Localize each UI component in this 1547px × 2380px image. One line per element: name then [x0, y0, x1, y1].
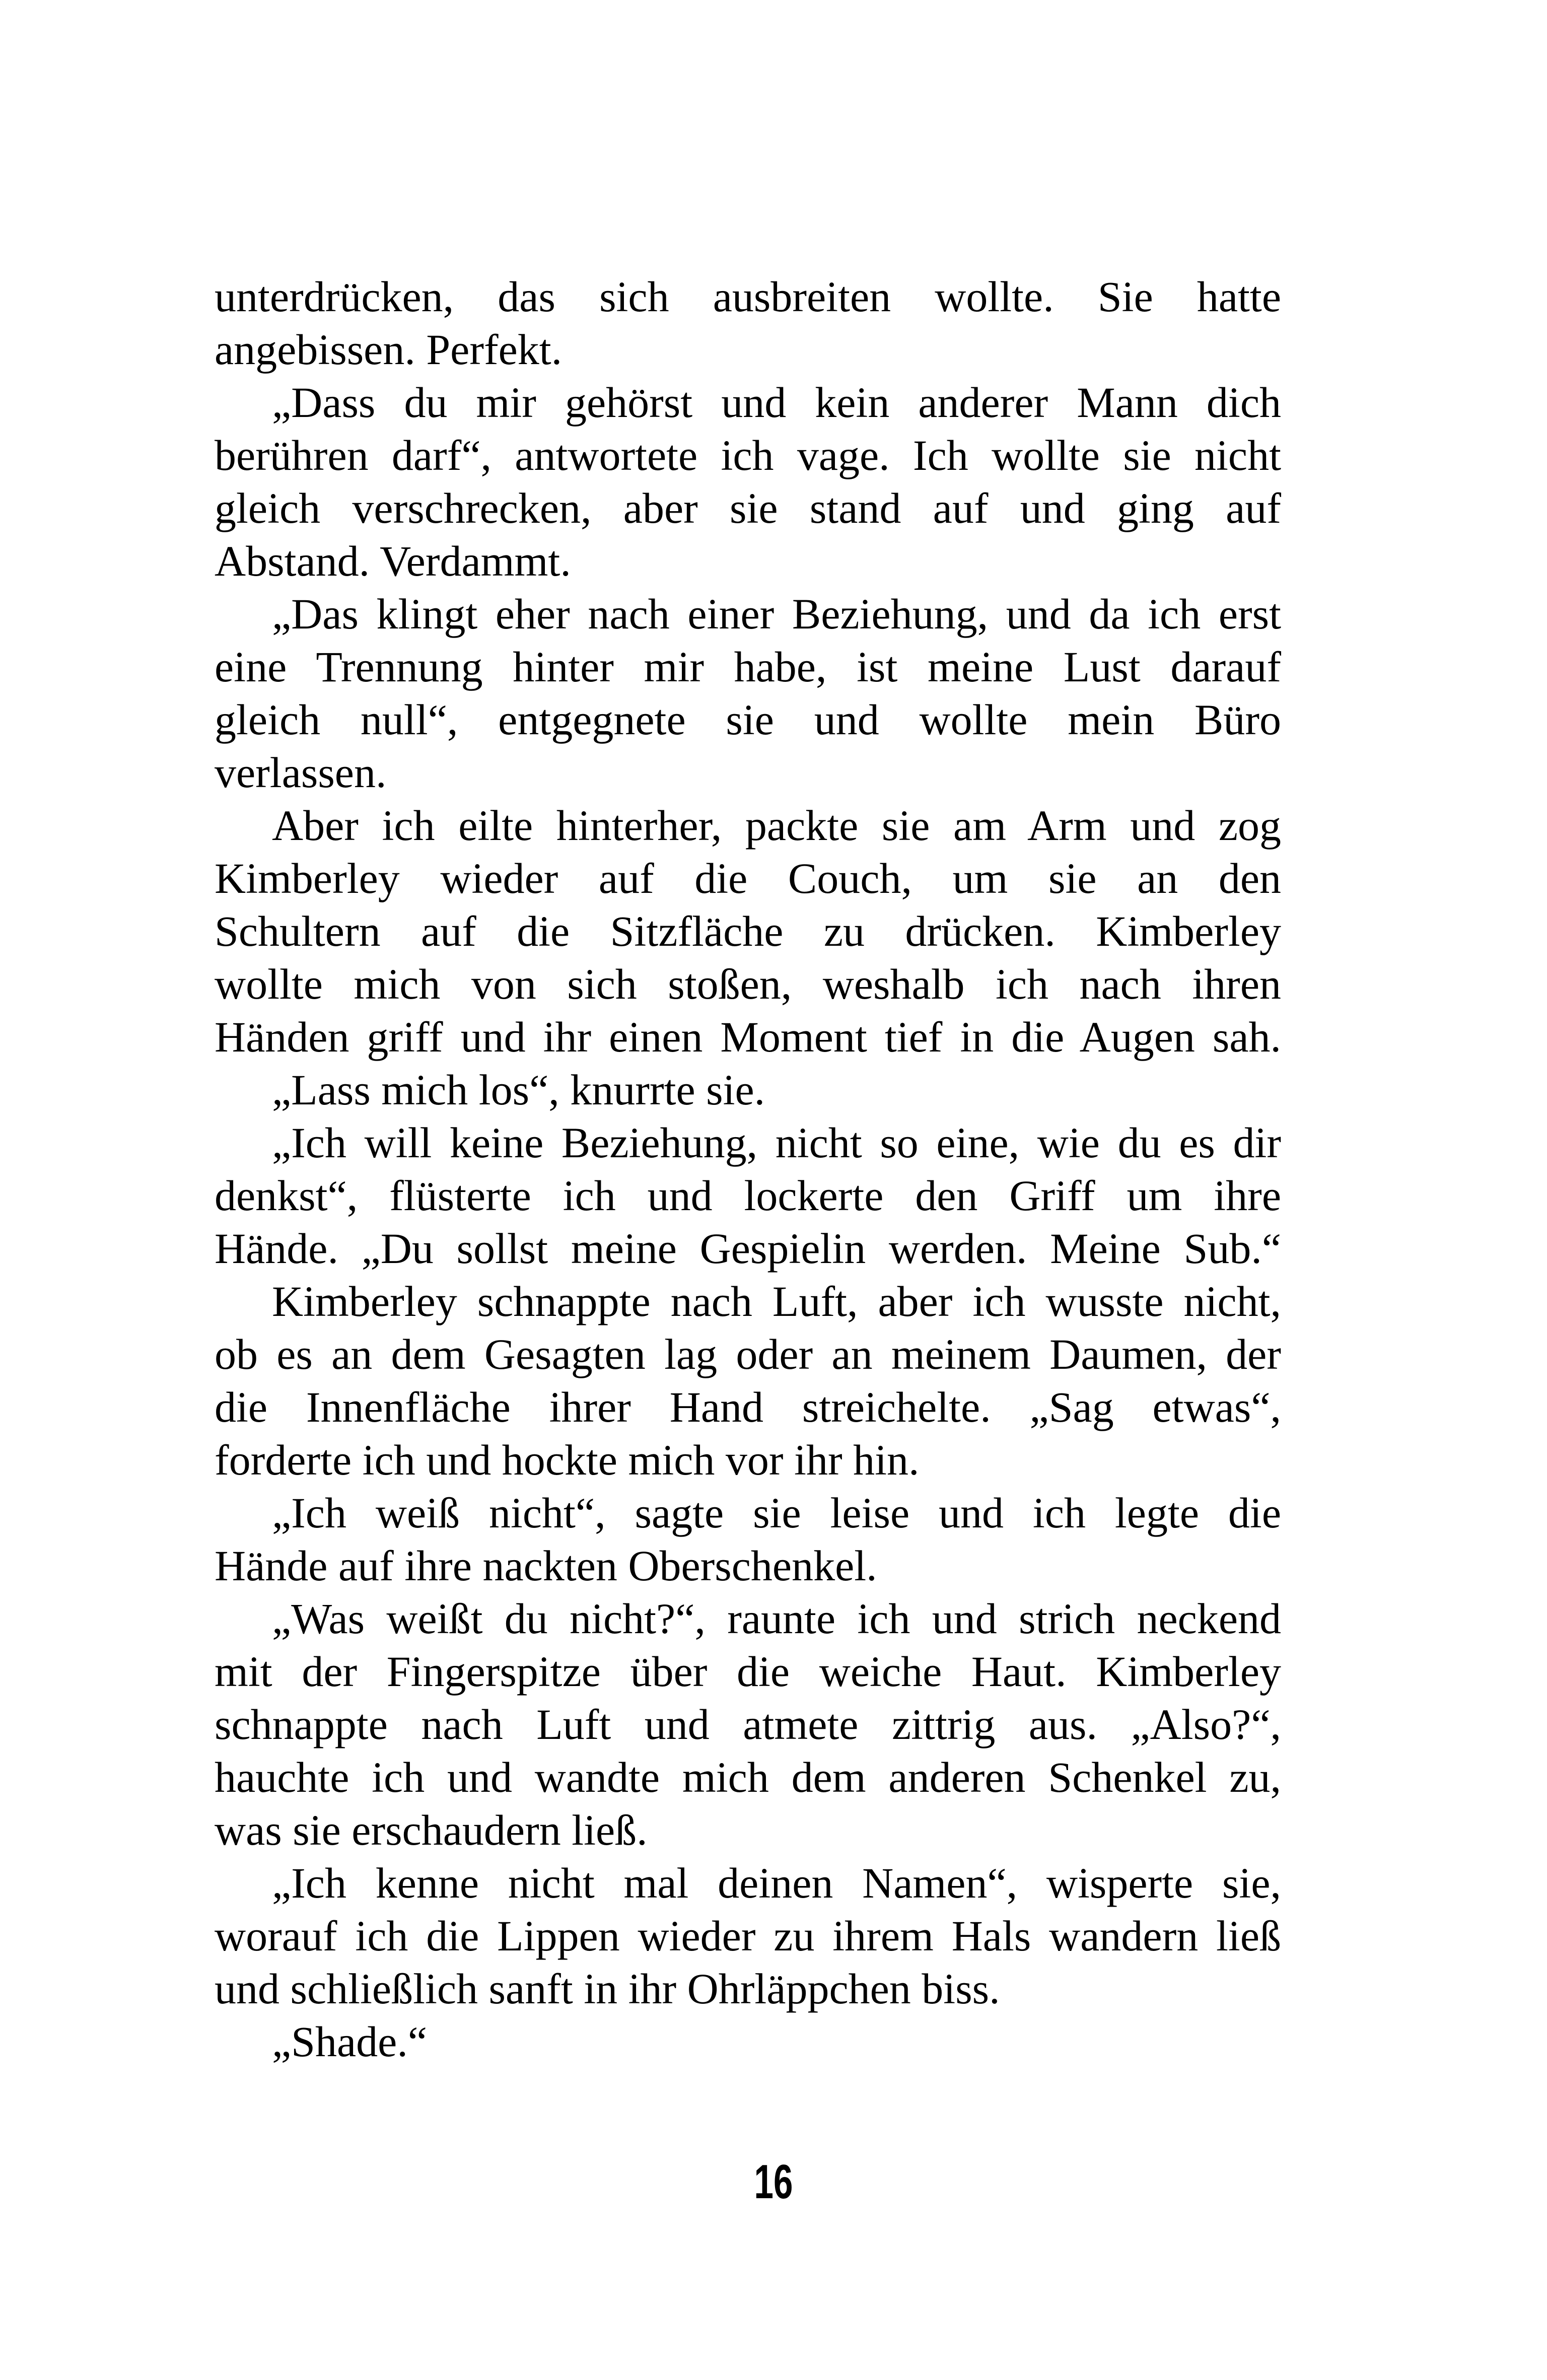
text-line: was sie erschaudern ließ. — [215, 1806, 648, 1854]
text-line: Aber ich eilte hinterher, packte sie am Arm und zog — [272, 801, 1281, 850]
text-line: Hände auf ihre nackten Oberschenkel. — [215, 1542, 877, 1590]
text-line: ob es an dem Gesagten lag oder an meinem Daumen, der — [215, 1330, 1281, 1378]
page-number: 16 — [754, 2155, 793, 2209]
text-line: forderte ich und hockte mich vor ihr hin. — [215, 1436, 920, 1484]
text-line: wollte mich von sich stoßen, weshalb ich nach ihren — [215, 960, 1281, 1008]
text-line: Hände. „Du sollst meine Gespielin werden. Meine Sub.“ — [215, 1224, 1281, 1273]
text-line: „Das klingt eher nach einer Beziehung, und da ich erst — [272, 590, 1281, 638]
text-line: unterdrücken, das sich ausbreiten wollte. Sie hatte — [215, 272, 1281, 321]
text-line: verlassen. — [215, 748, 387, 797]
text-line: eine Trennung hinter mir habe, ist meine Lust darauf — [215, 643, 1281, 691]
text-line: „Ich will keine Beziehung, nicht so eine, wie du es dir — [272, 1118, 1281, 1167]
text-line: hauchte ich und wandte mich dem anderen Schenkel zu, — [215, 1753, 1281, 1801]
text-line: Kimberley schnappte nach Luft, aber ich wusste nicht, — [272, 1277, 1281, 1325]
text-line: gleich null“, entgegnete sie und wollte mein Büro — [215, 695, 1281, 744]
text-line: „Ich kenne nicht mal deinen Namen“, wisperte sie, — [272, 1859, 1281, 1907]
text-line: „Was weißt du nicht?“, raunte ich und strich neckend — [272, 1594, 1281, 1643]
text-line: Kimberley wieder auf die Couch, um sie an den — [215, 854, 1281, 902]
text-line: gleich verschrecken, aber sie stand auf und ging auf — [215, 484, 1281, 532]
text-line: mit der Fingerspitze über die weiche Haut. Kimberley — [215, 1647, 1281, 1696]
text-line: berühren darf“, antwortete ich vage. Ich wollte sie nicht — [215, 431, 1281, 479]
text-line: die Innenfläche ihrer Hand streichelte. „Sag etwas“, — [215, 1383, 1281, 1431]
text-line: Schultern auf die Sitzfläche zu drücken. Kimberley — [215, 907, 1281, 955]
text-line: „Shade.“ — [272, 2017, 428, 2066]
text-line: „Dass du mir gehörst und kein anderer Mann dich — [272, 378, 1281, 427]
text-line: und schließlich sanft in ihr Ohrläppchen biss. — [215, 1965, 1000, 2013]
text-line: worauf ich die Lippen wieder zu ihrem Hals wandern ließ — [215, 1912, 1281, 1960]
text-line: Händen griff und ihr einen Moment tief in die Augen sah. — [215, 1013, 1281, 1061]
text-line: angebissen. Perfekt. — [215, 325, 562, 374]
text-line: Abstand. Verdammt. — [215, 537, 571, 585]
text-line: „Lass mich los“, knurrte sie. — [272, 1066, 765, 1114]
text-line: denkst“, flüsterte ich und lockerte den Griff um ihre — [215, 1171, 1281, 1220]
text-line: „Ich weiß nicht“, sagte sie leise und ich legte die — [272, 1489, 1281, 1537]
text-line: schnappte nach Luft und atmete zittrig aus. „Also?“, — [215, 1700, 1281, 1748]
